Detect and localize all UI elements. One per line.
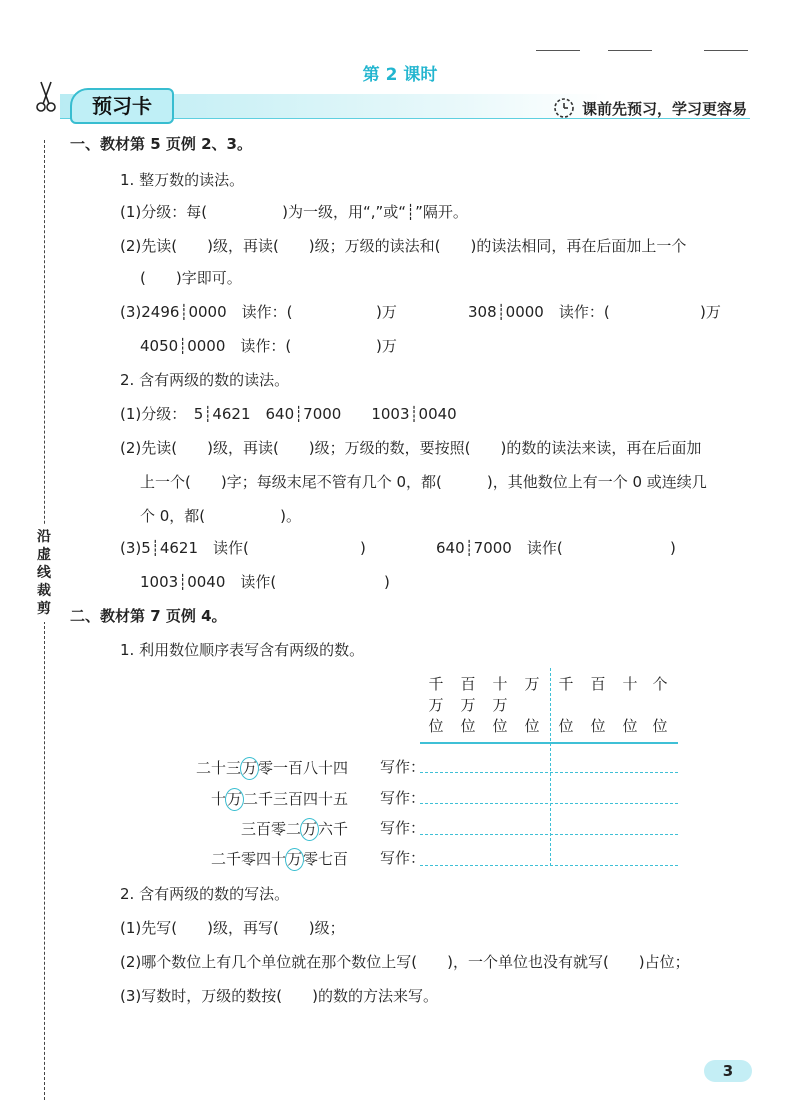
place-header-char: 位 <box>460 717 476 735</box>
s1-q1-p2a: (2)先读( )级，再读( )级；万级的读法和( )的读法相同，再在后面加上一个 <box>120 237 687 255</box>
table-row-line-4 <box>420 865 678 866</box>
table-row-line-1 <box>420 772 678 773</box>
s1-q1-p2b: ( )字即可。 <box>140 269 242 287</box>
number-words-post: 零一百八十四 <box>257 759 348 777</box>
top-blank-line-3 <box>704 50 748 51</box>
s1-q1-p3b-end: )万 <box>700 303 721 321</box>
clock-icon <box>552 95 576 123</box>
write-label-3: 写作： <box>380 849 426 867</box>
circled-wan: 万 <box>240 757 259 780</box>
s2-q2-p1: (1)先写( )级，再写( )级； <box>120 919 345 937</box>
s1-q2-p3c-end: ) <box>384 573 390 591</box>
number-words-post: 二千三百四十五 <box>242 790 348 808</box>
table-level-divider <box>550 668 551 866</box>
place-header-7 <box>650 674 670 737</box>
place-header-char: 万 <box>428 696 444 714</box>
s1-q2-p1: (1)分级： 5┊4621 640┊7000 1003┊0040 <box>120 405 457 423</box>
table-row-line-3 <box>420 834 678 835</box>
s1-q2-p3b-end: ) <box>670 539 676 557</box>
card-label: 预习卡 <box>70 88 174 124</box>
s2-q2-p2: (2)哪个数位上有几个单位就在那个数位上写( )，一个单位也没有就写( )占位； <box>120 953 690 971</box>
place-header-char <box>620 695 640 716</box>
place-header-char <box>522 695 542 716</box>
place-header-char: 万 <box>460 696 476 714</box>
place-header-char: 万 <box>492 696 508 714</box>
place-header-char: 千 <box>558 675 574 693</box>
number-words-post: 六千 <box>317 820 348 838</box>
top-blank-line-1 <box>536 50 580 51</box>
s1-q1-p3a-end: )万 <box>376 303 397 321</box>
place-header-char: 万 <box>524 675 540 693</box>
slogan: 课前先预习，学习更容易 <box>582 100 748 118</box>
place-header-char: 位 <box>652 717 668 735</box>
cut-instruction: 沿虚线裁剪 <box>32 524 56 622</box>
number-words-2 <box>241 818 348 841</box>
number-words-pre: 二十三 <box>195 759 241 777</box>
s1-q1-title: 1. 整万数的读法。 <box>120 171 245 189</box>
top-blank-line-2 <box>608 50 652 51</box>
s1-q2-p3c: 1003┊0040 读作( <box>140 573 277 591</box>
s1-q1-p3a: (3)2496┊0000 读作：( <box>120 303 293 321</box>
page-number: 3 <box>704 1060 752 1082</box>
s1-q1-p3c: 4050┊0000 读作：( <box>140 337 292 355</box>
place-header-1 <box>458 674 478 737</box>
s1-q1-p1: (1)分级：每( )为一级，用“,”或“┊”隔开。 <box>120 203 468 221</box>
place-header-char: 位 <box>428 717 444 735</box>
table-row-line-2 <box>420 803 678 804</box>
number-words-post: 零七百 <box>302 850 348 868</box>
place-header-char: 千 <box>428 675 444 693</box>
table-header-rule <box>420 742 678 744</box>
circled-wan: 万 <box>225 788 244 811</box>
s1-q2-p3a: (3)5┊4621 读作( <box>120 539 249 557</box>
s1-q2-p2a: (2)先读( )级，再读( )级；万级的数，要按照( )的数的读法来读，再在后面加 <box>120 439 702 457</box>
write-label-1: 写作： <box>380 789 426 807</box>
place-header-char: 十 <box>622 675 638 693</box>
place-header-char: 位 <box>622 717 638 735</box>
place-header-3 <box>522 674 542 737</box>
number-words-1 <box>211 788 348 811</box>
place-header-char: 百 <box>590 675 606 693</box>
s1-q2-p3b: 640┊7000 读作( <box>436 539 563 557</box>
circled-wan: 万 <box>300 818 319 841</box>
place-header-char: 位 <box>524 717 540 735</box>
s1-q1-p3c-end: )万 <box>376 337 397 355</box>
place-header-char <box>650 695 670 716</box>
s1-q2-title: 2. 含有两级的数的读法。 <box>120 371 290 389</box>
number-words-0 <box>196 757 348 780</box>
scissors-icon <box>36 80 56 118</box>
write-label-0: 写作： <box>380 758 426 776</box>
write-label-2: 写作： <box>380 819 426 837</box>
place-header-char: 位 <box>590 717 606 735</box>
s2-q1-title: 1. 利用数位顺序表写含有两级的数。 <box>120 641 365 659</box>
place-header-char <box>556 695 576 716</box>
place-header-0 <box>426 674 446 737</box>
number-words-3 <box>211 848 348 871</box>
number-words-pre: 三百零二 <box>240 820 301 838</box>
place-header-char: 十 <box>492 675 508 693</box>
lesson-title: 第 2 课时 <box>362 65 438 85</box>
s1-q1-p3b: 308┊0000 读作：( <box>468 303 610 321</box>
place-header-char: 位 <box>558 717 574 735</box>
section2-title: 二、教材第 7 页例 4。 <box>70 607 227 625</box>
s2-q2-title: 2. 含有两级的数的写法。 <box>120 885 290 903</box>
s1-q2-p2b: 上一个( )字；每级末尾不管有几个 0，都( )，其他数位上有一个 0 或连续几 <box>140 473 707 491</box>
number-words-pre: 二千零四十 <box>210 850 286 868</box>
place-header-char: 个 <box>652 675 668 693</box>
number-words-pre: 十 <box>210 790 226 808</box>
place-header-char <box>588 695 608 716</box>
circled-wan: 万 <box>285 848 304 871</box>
place-header-2 <box>490 674 510 737</box>
place-header-char: 百 <box>460 675 476 693</box>
s1-q2-p2c: 个 0，都( )。 <box>140 507 302 525</box>
place-header-char: 位 <box>492 717 508 735</box>
place-header-4 <box>556 674 576 737</box>
s2-q2-p3: (3)写数时，万级的数按( )的数的方法来写。 <box>120 987 438 1005</box>
s1-q2-p3a-end: ) <box>360 539 366 557</box>
place-header-6 <box>620 674 640 737</box>
place-header-5 <box>588 674 608 737</box>
section1-title: 一、教材第 5 页例 2、3。 <box>70 135 252 153</box>
